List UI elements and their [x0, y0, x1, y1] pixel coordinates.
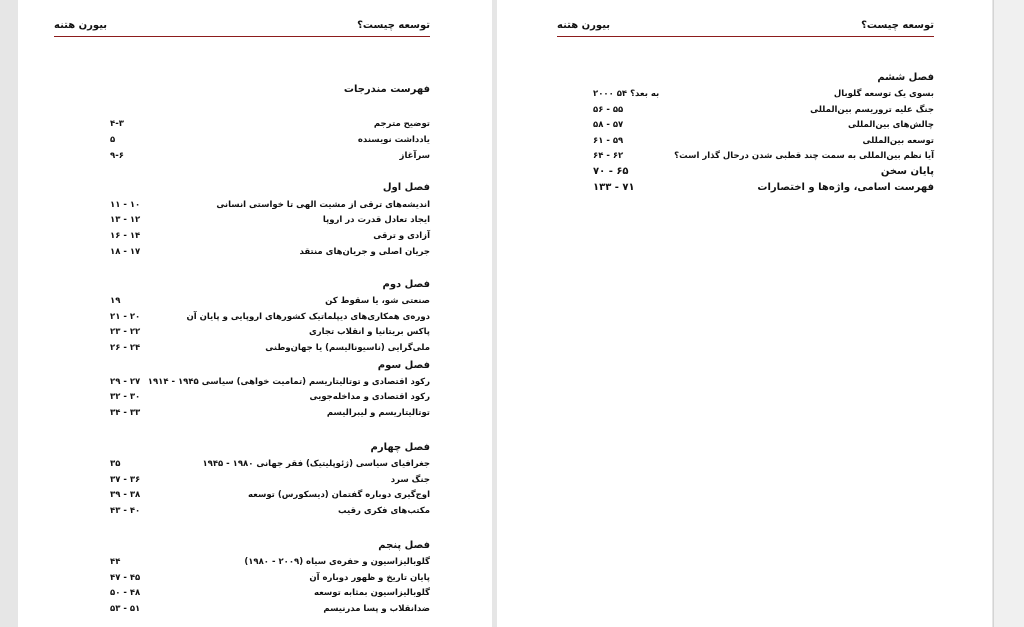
- toc-entry[interactable]: [110, 200, 430, 213]
- toc-entry[interactable]: [110, 296, 430, 309]
- toc-entry[interactable]: [110, 343, 430, 356]
- toc-entry-pages: ۲۱ - ۲۰: [110, 312, 141, 322]
- toc-entry-title: ضدانقلاب و پسا مدرنیسم: [323, 604, 430, 614]
- toc-entry[interactable]: [110, 392, 430, 405]
- toc-entry[interactable]: [110, 490, 430, 503]
- toc-entry-pages: ۷۰ - ۶۵: [593, 166, 629, 177]
- header-rule: [54, 36, 430, 37]
- toc-entry-pages: ۳۵: [110, 459, 121, 469]
- chapter-heading: فصل چهارم: [370, 442, 430, 453]
- toc-entry-pages: ۱۳۳ - ۷۱: [593, 182, 635, 193]
- toc-entry-pages: ۳۴ - ۳۳: [110, 408, 141, 418]
- chapter-heading: فصل پنجم: [378, 540, 430, 551]
- toc-entry-title: اوج‌گیری دوباره گفتمان (دیسکورس) توسعه: [248, 490, 430, 500]
- toc-entry-pages: ۵۰ - ۴۸: [110, 588, 141, 598]
- toc-entry-title: توضیح مترجم: [373, 119, 430, 129]
- toc-entry-pages: ۴۷ - ۴۵: [110, 573, 141, 583]
- toc-entry-title: گلوبالیزاسیون بمثابه توسعه: [313, 588, 430, 598]
- toc-entry-pages: ۴۳ - ۴۰: [110, 506, 141, 516]
- header-rule: [557, 36, 934, 37]
- toc-entry-title: ایجاد تعادل قدرت در اروپا: [322, 215, 430, 225]
- toc-entry-title: بسوی یک توسعه گلوبال: [833, 89, 934, 99]
- toc-entry-title: توتالیتاریسم و لیبرالیسم: [326, 408, 430, 418]
- toc-entry-title: پاکس بریتانیا و انقلاب تجاری: [308, 327, 430, 337]
- toc-entry[interactable]: [593, 151, 934, 164]
- toc-entry[interactable]: [110, 557, 430, 570]
- toc-entry-title: سرآغاز: [399, 151, 430, 161]
- toc-entry[interactable]: [110, 135, 430, 148]
- toc-entry-title: آزادی و ترقی: [373, 231, 430, 241]
- toc-entry[interactable]: [593, 182, 934, 197]
- toc-entry-title: چالش‌های بین‌المللی: [847, 120, 934, 130]
- toc-entry[interactable]: [110, 377, 430, 390]
- toc-entry[interactable]: [593, 105, 934, 118]
- toc-entry[interactable]: [110, 312, 430, 325]
- toc-entry[interactable]: [593, 136, 934, 149]
- toc-entry-title: پایان تاریخ و ظهور دوباره آن: [309, 573, 430, 583]
- header-author: بیورن هتنه: [54, 20, 108, 31]
- toc-entry-pages: ۴۴: [110, 557, 121, 567]
- toc-entry[interactable]: [110, 247, 430, 260]
- toc-entry-title: دوره‌ی همکاری‌های دیپلماتیک کشورهای اروپایی و پایان آن: [186, 312, 430, 322]
- toc-entry[interactable]: [110, 506, 430, 519]
- toc-entry[interactable]: [593, 89, 934, 102]
- toc-entry-title: ملی‌گرایی (ناسیونالیسم) یا جهان‌وطنی: [265, 343, 430, 353]
- toc-entry-pages: ۵۸ - ۵۷: [593, 120, 624, 130]
- toc-title: فهرست مندرجات: [343, 84, 430, 95]
- toc-entry-pages: ۱۸ - ۱۷: [110, 247, 141, 257]
- toc-entry-title: رکود اقتصادی و مداخله‌جویی: [309, 392, 430, 402]
- toc-entry-pages: ۲۶ - ۲۴: [110, 343, 141, 353]
- toc-entry-pages: ۳۲ - ۳۰: [110, 392, 141, 402]
- toc-entry-pages: ۵۶ - ۵۵: [593, 105, 624, 115]
- toc-entry-title: اندیشه‌های ترقی از مشیت الهی تا خواستی انسانی: [216, 200, 430, 210]
- toc-entry-pages: ۱۹: [110, 296, 121, 306]
- toc-entry[interactable]: [110, 573, 430, 586]
- header-title: توسعه چیست؟: [861, 20, 934, 31]
- toc-entry-pages: ۲۰۰۰ به بعد؟ ۵۴: [593, 89, 660, 99]
- toc-entry-title: رکود اقتصادی و توتالیتاریسم (تمامیت خواهی) سیاسی ۱۹۴۵ - ۱۹۱۴: [147, 377, 430, 387]
- header-author: بیورن هتنه: [557, 20, 611, 31]
- toc-entry[interactable]: [110, 408, 430, 421]
- toc-entry-title: صنعتی شو، یا سقوط کن: [325, 296, 430, 306]
- toc-entry-title: جریان اصلی و جریان‌های منتقد: [299, 247, 430, 257]
- chapter-heading: فصل دوم: [382, 279, 430, 290]
- toc-entry[interactable]: [110, 119, 430, 132]
- header-title: توسعه چیست؟: [357, 20, 430, 31]
- toc-entry-title: توسعه بین‌المللی: [862, 136, 934, 146]
- toc-entry[interactable]: [593, 166, 934, 181]
- toc-entry-pages: ۱۶ - ۱۴: [110, 231, 141, 241]
- chapter-heading: فصل ششم: [877, 72, 934, 83]
- toc-entry-pages: ۵۳ - ۵۱: [110, 604, 141, 614]
- toc-entry[interactable]: [110, 475, 430, 488]
- toc-entry[interactable]: [110, 327, 430, 340]
- toc-entry[interactable]: [110, 231, 430, 244]
- toc-entry-title: پایان سخن: [880, 166, 934, 177]
- toc-entry-pages: ۳۷ - ۳۶: [110, 475, 141, 485]
- toc-entry-pages: ۹-۶: [110, 151, 124, 161]
- toc-entry-title: یادداشت نویسنده: [357, 135, 430, 145]
- toc-entry-title: مکتب‌های فکری رقیب: [338, 506, 430, 516]
- toc-entry-title: آیا نظم بین‌المللی به سمت چند قطبی شدن درحال گذار است؟: [674, 151, 934, 161]
- document-page-left: [18, 0, 492, 627]
- toc-entry-pages: ۳۹ - ۳۸: [110, 490, 141, 500]
- toc-entry-pages: ۴-۳: [110, 119, 124, 129]
- toc-entry-pages: ۵: [110, 135, 116, 145]
- toc-entry[interactable]: [110, 151, 430, 164]
- toc-entry-title: جنگ علیه تروریسم بین‌المللی: [810, 105, 934, 115]
- toc-entry[interactable]: [110, 215, 430, 228]
- toc-entry-title: جنگ سرد: [390, 475, 430, 485]
- toc-entry-pages: ۲۳ - ۲۲: [110, 327, 141, 337]
- toc-entry[interactable]: [110, 459, 430, 472]
- toc-entry-pages: ۱۱ - ۱۰: [110, 200, 141, 210]
- document-page-right: [497, 0, 992, 627]
- toc-entry[interactable]: [110, 604, 430, 617]
- toc-entry-pages: ۲۹ - ۲۷: [110, 377, 141, 387]
- toc-entry-pages: ۱۳ - ۱۲: [110, 215, 141, 225]
- toc-entry-pages: ۶۱ - ۵۹: [593, 136, 624, 146]
- chapter-heading: فصل اول: [382, 182, 430, 193]
- toc-entry-title: گلوبالیزاسیون و حفره‌ی سیاه (۲۰۰۹ - ۱۹۸۰): [244, 557, 430, 567]
- toc-entry[interactable]: [593, 120, 934, 133]
- toc-entry-title: فهرست اسامی، واژه‌ها و اختصارات: [757, 182, 934, 193]
- toc-entry-title: جغرافیای سیاسی (ژئوپلیتیک) فقر جهانی ۱۹۸۰ - ۱۹۴۵: [202, 459, 430, 469]
- toc-entry-pages: ۶۴ - ۶۲: [593, 151, 624, 161]
- vertical-scrollbar[interactable]: [993, 0, 1024, 627]
- toc-entry[interactable]: [110, 588, 430, 601]
- chapter-heading: فصل سوم: [377, 360, 430, 371]
